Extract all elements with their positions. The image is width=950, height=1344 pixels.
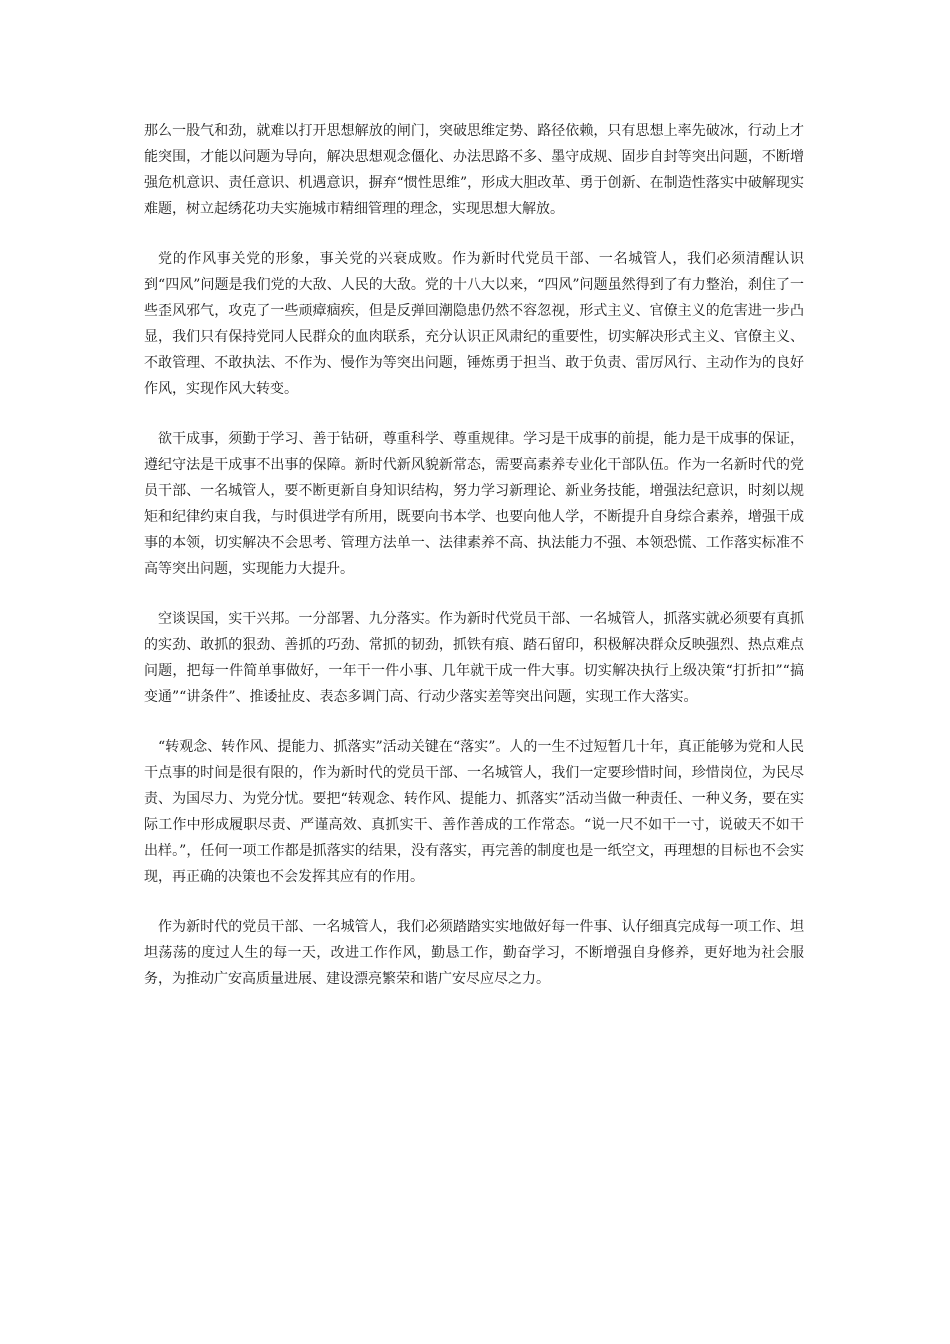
paragraph-work-style: 党的作风事关党的形象，事关党的兴衰成败。作为新时代党员干部、一名城管人，我们必须清醒认识到“四风”问题是我们党的大敌、人民的大敌。党的十八大以来，“四风”问题虽然得到了有力整治，刹住了一些歪风邪气，攻克了一些顽瘴痼疾，但是反弹回潮隐患仍然不容忽视，形式主义、官僚主义的危害进一步凸显，我们只有保持党同人民群众的血肉联系，充分认识正风肃纪的重要性，切实解决形式主义、官僚主义、不敢管理、不敢执法、不作为、慢作为等突出问题，锤炼勇于担当、敢于负责、雷厉风行、主动作为的良好作风，实现作风大转变。	[144, 251, 804, 397]
paragraph-activity: “转观念、转作风、提能力、抓落实”活动关键在“落实”。人的一生不过短暂几十年，真正能够为党和人民干点事的时间是很有限的，作为新时代的党员干部、一名城管人，我们一定要珍惜时间，珍惜岗位，为民尽责、为国尽力、为党分忧。要把“转观念、转作风、提能力、抓落实”活动当做一种责任、一种义务，要在实际工作中形成履职尽责、严谨高效、真抓实干、善作善成的工作常态。“说一尺不如干一寸，说破天不如干出样。”，任何一项工作都是抓落实的结果，没有落实，再完善的制度也是一纸空文，再理想的目标也不会实现，再正确的决策也不会发挥其应有的作用。	[144, 739, 804, 885]
paragraph-continuation: 那么一股气和劲，就难以打开思想解放的闸门，突破思维定势、路径依赖，只有思想上率先破冰，行动上才能突围，才能以问题为导向，解决思想观念僵化、办法思路不多、墨守成规、固步自封等突出问题，不断增强危机意识、责任意识、机遇意识，摒弃“惯性思维”，形成大胆改革、勇于创新、在制造性落实中破解现实难题，树立起绣花功夫实施城市精细管理的理念，实现思想大解放。	[144, 123, 804, 217]
paragraph-learning: 欲干成事，须勤于学习、善于钻研，尊重科学、尊重规律。学习是干成事的前提，能力是干成事的保证，遵纪守法是干成事不出事的保障。新时代新风貌新常态，需要高素养专业化干部队伍。作为一名新时代的党员干部、一名城管人，要不断更新自身知识结构，努力学习新理论、新业务技能，增强法纪意识，时刻以规矩和纪律约束自我，与时俱进学有所用，既要向书本学、也要向他人学，不断提升自身综合素养，增强干成事的本领，切实解决不会思考、管理方法单一、法律素养不高、执法能力不强、本领恐慌、工作落实标准不高等突出问题，实现能力大提升。	[144, 431, 804, 577]
document-body	[144, 118, 804, 1016]
paragraph-conclusion: 作为新时代的党员干部、一名城管人，我们必须踏踏实实地做好每一件事、认仔细真完成每一项工作、坦坦荡荡的度过人生的每一天，改进工作作风，勤恳工作，勤奋学习，不断增强自身修养，更好地为社会服务，为推动广安高质量进展、建设漂亮繁荣和谐广安尽应尽之力。	[144, 919, 804, 987]
paragraph-implementation: 空谈误国，实干兴邦。一分部署、九分落实。作为新时代党员干部、一名城管人，抓落实就必须要有真抓的实劲、敢抓的狠劲、善抓的巧劲、常抓的韧劲，抓铁有痕、踏石留印，积极解决群众反映强烈、热点难点问题，把每一件简单事做好，一年干一件小事、几年就干成一件大事。切实解决执行上级决策“打折扣”“搞变通”“讲条件”、推诿扯皮、表态多调门高、行动少落实差等突出问题，实现工作大落实。	[144, 611, 804, 705]
